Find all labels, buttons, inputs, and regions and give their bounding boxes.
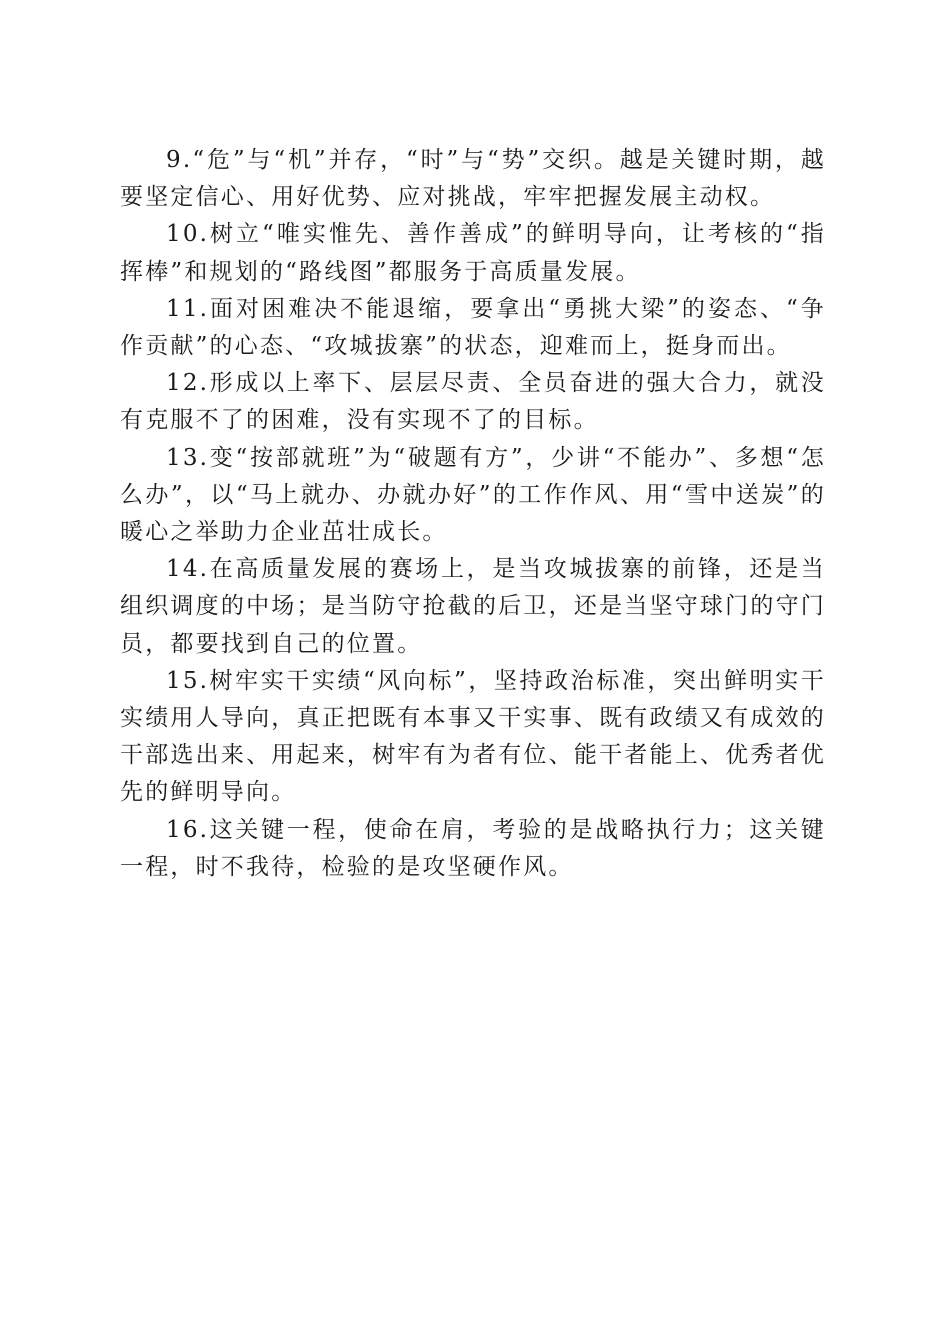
paragraph-14: 14.在高质量发展的赛场上，是当攻城拔寨的前锋，还是当组织调度的中场；是当防守抢截的后卫，还是当坚守球门的守门员，都要找到自己的位置。 (120, 556, 826, 657)
paragraph-12: 12.形成以上率下、层层尽责、全员奋进的强大合力，就没有克服不了的困难，没有实现不了的目标。 (120, 370, 826, 434)
document-page (120, 142, 826, 886)
paragraph-15: 15.树牢实干实绩“风向标”，坚持政治标准，突出鲜明实干实绩用人导向，真正把既有本事又干实事、既有政绩又有成效的干部选出来、用起来，树牢有为者有位、能干者能上、优秀者优先的鲜明导向。 (120, 667, 826, 806)
paragraph-13: 13.变“按部就班”为“破题有方”，少讲“不能办”、多想“怎么办”，以“马上就办、办就办好”的工作作风、用“雪中送炭”的暖心之举助力企业茁壮成长。 (120, 444, 826, 546)
paragraph-11: 11.面对困难决不能退缩，要拿出“勇挑大梁”的姿态、“争作贡献”的心态、“攻城拔寨”的状态，迎难而上，挺身而出。 (120, 295, 826, 360)
paragraph-9: 9.“危”与“机”并存，“时”与“势”交织。越是关键时期，越要坚定信心、用好优势、应对挑战，牢牢把握发展主动权。 (120, 147, 826, 211)
paragraph-10: 10.树立“唯实惟先、善作善成”的鲜明导向，让考核的“指挥棒”和规划的“路线图”都服务于高质量发展。 (120, 221, 826, 285)
paragraph-16: 16.这关键一程，使命在肩，考验的是战略执行力；这关键一程，时不我待，检验的是攻坚硬作风。 (120, 816, 826, 880)
